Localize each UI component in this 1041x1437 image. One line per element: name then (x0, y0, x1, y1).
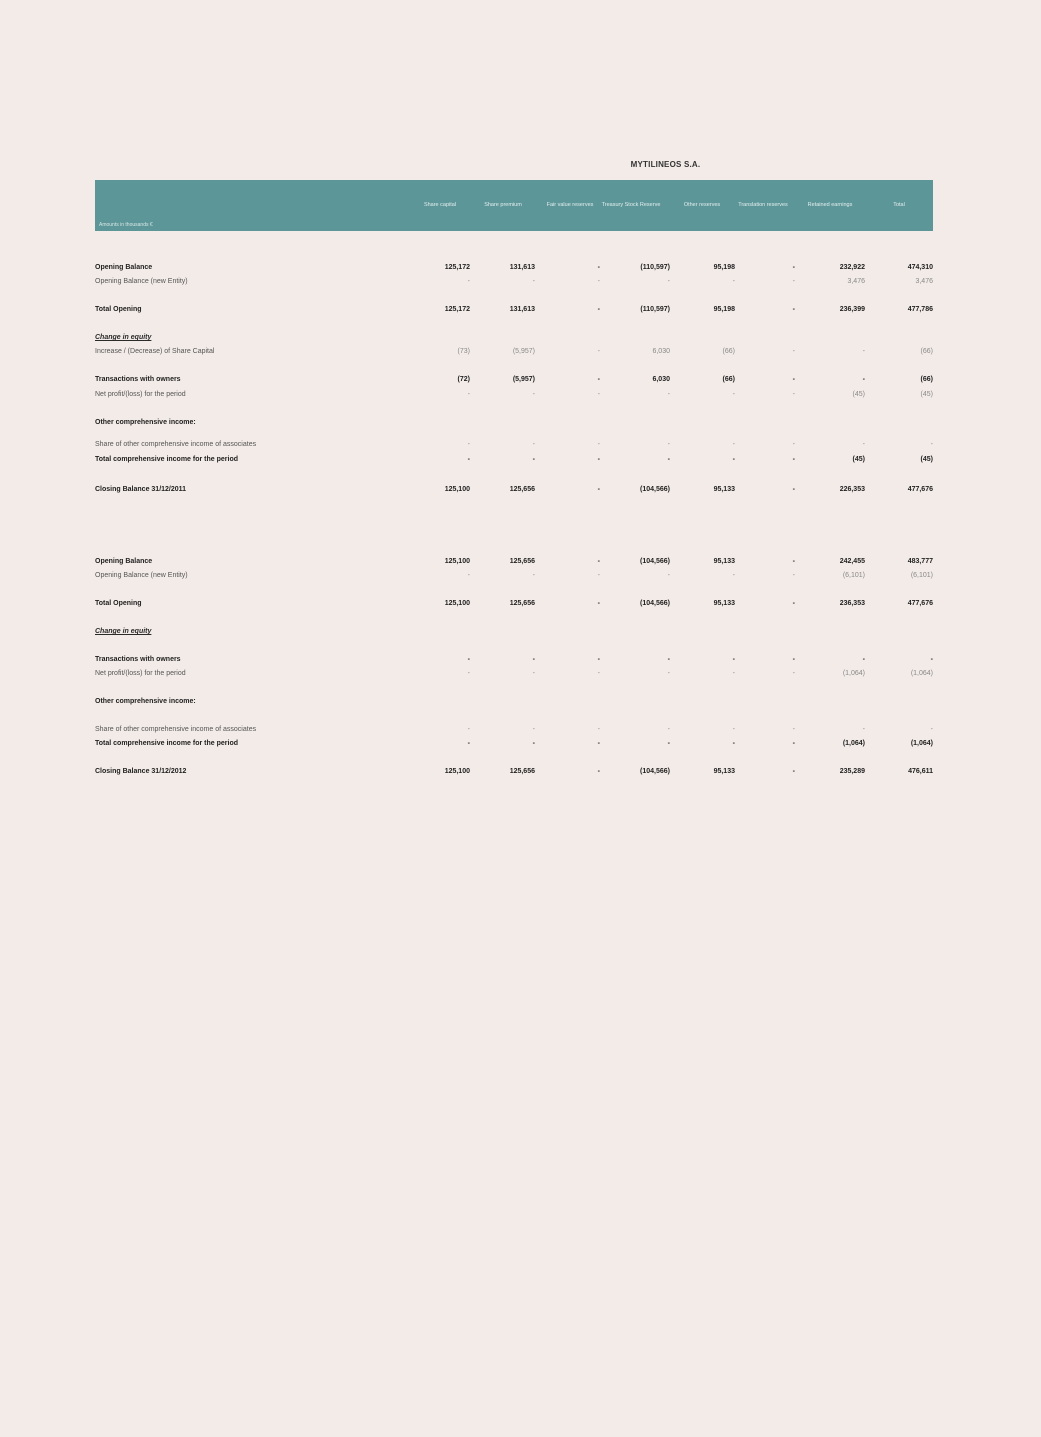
cell-value: (110,597) (640, 264, 670, 271)
cell-value: - (467, 740, 470, 747)
cell-value: - (467, 670, 470, 677)
cell-value: 476,611 (908, 768, 933, 775)
cell-value: - (792, 391, 795, 398)
row-label: Total comprehensive income for the period (95, 456, 239, 463)
cell-value: - (792, 600, 795, 607)
row-label: Increase / (Decrease) of Share Capital (95, 348, 215, 355)
cell-value: (104,566) (640, 600, 670, 607)
cell-value: - (467, 572, 470, 579)
column-header: Other reserves (683, 202, 721, 209)
cell-value: 477,676 (907, 600, 933, 607)
cell-value: 226,353 (839, 486, 865, 493)
cell-value: 125,100 (444, 486, 470, 493)
cell-value: - (792, 726, 795, 733)
cell-value: - (667, 572, 670, 579)
table-row (95, 726, 933, 736)
cell-value: 95,133 (713, 768, 735, 775)
cell-value: - (667, 391, 670, 398)
cell-value: - (930, 656, 933, 663)
cell-value: (110,597) (640, 306, 670, 313)
row-label: Total Opening (95, 600, 142, 607)
cell-value: 95,133 (713, 486, 735, 493)
cell-value: - (792, 456, 795, 463)
table-row (95, 572, 933, 582)
cell-value: - (732, 278, 735, 285)
row-label: Net profit/(loss) for the period (95, 391, 186, 398)
cell-value: 131,613 (509, 306, 535, 313)
table-row (95, 348, 933, 358)
table-row (95, 768, 933, 778)
cell-value: 236,399 (839, 306, 865, 313)
cell-value: - (597, 306, 600, 313)
cell-value: (72) (457, 376, 470, 383)
cell-value: - (597, 600, 600, 607)
cell-value: - (792, 278, 795, 285)
table-header (95, 180, 933, 231)
company-title: MYTILINEOS S.A. (630, 160, 701, 169)
cell-value: 95,133 (713, 558, 735, 565)
cell-value: - (732, 670, 735, 677)
table-row (95, 441, 933, 451)
cell-value: 477,676 (907, 486, 933, 493)
cell-value: (66) (920, 348, 933, 355)
cell-value: - (597, 486, 600, 493)
cell-value: - (792, 572, 795, 579)
cell-value: - (667, 278, 670, 285)
cell-value: - (532, 726, 535, 733)
cell-value: (104,566) (640, 486, 670, 493)
cell-value: 6,030 (652, 348, 670, 355)
row-label: Change in equity (95, 628, 152, 635)
row-label: Other comprehensive income: (95, 698, 196, 705)
cell-value: 6,030 (652, 376, 670, 383)
cell-value: - (532, 278, 535, 285)
cell-value: - (732, 726, 735, 733)
cell-value: - (467, 656, 470, 663)
cell-value: - (732, 456, 735, 463)
cell-value: (45) (920, 391, 933, 398)
column-header: Share premium (484, 202, 522, 209)
cell-value: - (532, 572, 535, 579)
table-row (95, 456, 933, 466)
table-row (95, 628, 933, 638)
cell-value: - (597, 572, 600, 579)
cell-value: - (597, 558, 600, 565)
row-label: Total comprehensive income for the period (95, 740, 239, 747)
cell-value: - (667, 740, 670, 747)
cell-value: - (597, 768, 600, 775)
row-label: Closing Balance 31/12/2012 (95, 768, 187, 775)
table-row (95, 391, 933, 401)
table-row (95, 486, 933, 496)
table-row (95, 376, 933, 386)
cell-value: - (667, 456, 670, 463)
cell-value: - (862, 726, 865, 733)
cell-value: - (532, 456, 535, 463)
cell-value: - (792, 768, 795, 775)
cell-value: - (732, 441, 735, 448)
cell-value: (66) (722, 348, 735, 355)
row-label: Opening Balance (95, 558, 153, 565)
cell-value: - (532, 740, 535, 747)
cell-value: (1,064) (910, 740, 933, 747)
cell-value: - (792, 264, 795, 271)
cell-value: - (532, 391, 535, 398)
cell-value: - (862, 441, 865, 448)
cell-value: - (667, 441, 670, 448)
cell-value: - (467, 391, 470, 398)
cell-value: - (930, 441, 933, 448)
cell-value: - (732, 740, 735, 747)
table-row (95, 600, 933, 610)
cell-value: - (597, 670, 600, 677)
cell-value: - (792, 558, 795, 565)
cell-value: - (597, 348, 600, 355)
cell-value: - (792, 670, 795, 677)
cell-value: (66) (722, 376, 735, 383)
cell-value: 125,656 (509, 600, 535, 607)
cell-value: (45) (920, 456, 933, 463)
cell-value: - (597, 726, 600, 733)
row-label: Transactions with owners (95, 656, 181, 663)
amounts-caption: Amounts in thousands € (99, 222, 153, 228)
cell-value: - (532, 656, 535, 663)
cell-value: - (467, 278, 470, 285)
cell-value: (1,064) (842, 740, 865, 747)
cell-value: (5,957) (512, 348, 535, 355)
cell-value: (6,101) (842, 572, 865, 579)
cell-value: - (597, 391, 600, 398)
cell-value: - (597, 264, 600, 271)
cell-value: 95,133 (713, 600, 735, 607)
cell-value: (104,566) (640, 558, 670, 565)
cell-value: 3,476 (915, 278, 933, 285)
table-row (95, 698, 933, 708)
table-row (95, 264, 933, 274)
column-header: Share capital (423, 202, 457, 209)
column-header: Translation reserves (738, 202, 788, 209)
cell-value: 3,476 (847, 278, 865, 285)
table-row (95, 419, 933, 429)
cell-value: - (930, 726, 933, 733)
row-label: Transactions with owners (95, 376, 181, 383)
cell-value: (66) (920, 376, 933, 383)
cell-value: - (597, 376, 600, 383)
row-label: Total Opening (95, 306, 142, 313)
cell-value: - (792, 486, 795, 493)
cell-value: - (667, 656, 670, 663)
cell-value: 474,310 (907, 264, 933, 271)
column-header: Fair value reserves (546, 202, 594, 209)
cell-value: - (597, 278, 600, 285)
cell-value: 236,353 (839, 600, 865, 607)
cell-value: - (792, 306, 795, 313)
cell-value: (5,957) (512, 376, 535, 383)
cell-value: - (597, 456, 600, 463)
cell-value: 125,100 (444, 600, 470, 607)
cell-value: 125,656 (509, 486, 535, 493)
cell-value: - (667, 670, 670, 677)
table-row (95, 306, 933, 316)
cell-value: (104,566) (640, 768, 670, 775)
row-label: Other comprehensive income: (95, 419, 196, 426)
cell-value: - (732, 391, 735, 398)
cell-value: - (532, 441, 535, 448)
table-row (95, 278, 933, 288)
cell-value: (73) (457, 348, 470, 355)
cell-value: 477,786 (907, 306, 933, 313)
cell-value: (45) (852, 456, 865, 463)
table-row (95, 740, 933, 750)
cell-value: 125,100 (444, 768, 470, 775)
column-header: Treasury Stock Reserve (601, 202, 661, 209)
table-row (95, 558, 933, 568)
cell-value: - (792, 740, 795, 747)
cell-value: - (732, 656, 735, 663)
cell-value: - (467, 456, 470, 463)
table-row (95, 334, 933, 344)
cell-value: 232,922 (839, 264, 865, 271)
cell-value: 125,172 (444, 306, 470, 313)
cell-value: - (862, 656, 865, 663)
column-header: Retained earnings (807, 202, 853, 209)
row-label: Opening Balance (new Entity) (95, 278, 188, 285)
cell-value: 131,613 (509, 264, 535, 271)
cell-value: (45) (852, 391, 865, 398)
table-row (95, 656, 933, 666)
cell-value: - (597, 656, 600, 663)
cell-value: - (597, 441, 600, 448)
cell-value: 95,198 (713, 264, 735, 271)
row-label: Share of other comprehensive income of associates (95, 441, 257, 448)
cell-value: - (667, 726, 670, 733)
row-label: Opening Balance (new Entity) (95, 572, 188, 579)
row-label: Opening Balance (95, 264, 153, 271)
cell-value: - (467, 726, 470, 733)
cell-value: - (862, 348, 865, 355)
cell-value: - (792, 656, 795, 663)
row-label: Change in equity (95, 334, 152, 341)
cell-value: - (792, 348, 795, 355)
row-label: Share of other comprehensive income of associates (95, 726, 257, 733)
cell-value: - (467, 441, 470, 448)
row-label: Closing Balance 31/12/2011 (95, 486, 187, 493)
cell-value: (1,064) (910, 670, 933, 677)
cell-value: 125,656 (509, 768, 535, 775)
column-header: Total (893, 202, 905, 209)
cell-value: - (792, 376, 795, 383)
cell-value: 125,172 (444, 264, 470, 271)
cell-value: 235,289 (839, 768, 865, 775)
cell-value: 125,100 (444, 558, 470, 565)
cell-value: - (732, 572, 735, 579)
cell-value: 125,656 (509, 558, 535, 565)
cell-value: - (597, 740, 600, 747)
cell-value: - (532, 670, 535, 677)
cell-value: 242,455 (839, 558, 865, 565)
table-row (95, 670, 933, 680)
cell-value: - (862, 376, 865, 383)
cell-value: 483,777 (907, 558, 933, 565)
cell-value: (6,101) (910, 572, 933, 579)
cell-value: - (792, 441, 795, 448)
cell-value: (1,064) (842, 670, 865, 677)
row-label: Net profit/(loss) for the period (95, 670, 186, 677)
cell-value: 95,198 (713, 306, 735, 313)
